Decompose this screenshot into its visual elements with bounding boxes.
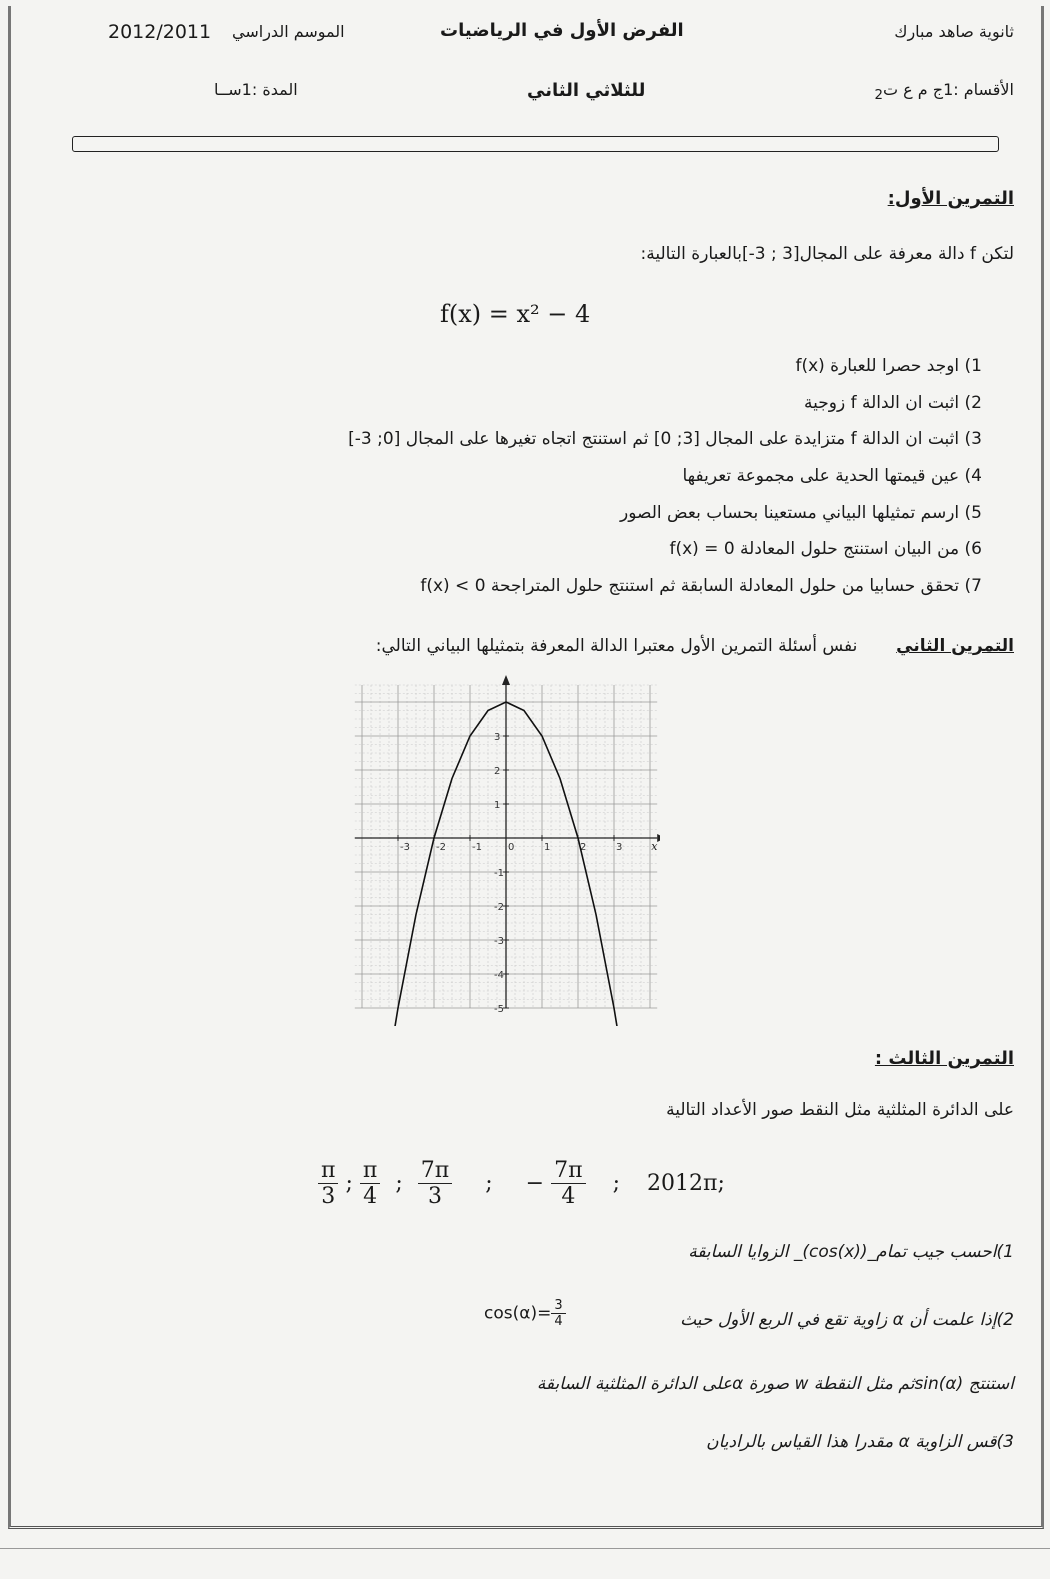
y-tick-label: -1 (494, 868, 504, 879)
classes-text: الأقسام :1ج م ع ت (882, 80, 1014, 99)
frac-3-4: $\frac{3}{4}$ (551, 1298, 565, 1329)
ex1-title: التمرين الأول: (887, 188, 1014, 209)
ex3-q3: 3)قس الزاوية α مقدرا هذا القياس بالراديان (706, 1432, 1014, 1452)
number-2012pi: 2012π; (647, 1171, 725, 1196)
bottom-rule (0, 1548, 1050, 1549)
x-axis-arrow (657, 834, 660, 842)
x-tick-label: 1 (544, 842, 551, 853)
cos-alpha: cos(α)= (484, 1303, 552, 1324)
x-tick-label: 3 (616, 842, 623, 853)
ex3-numbers (318, 1158, 725, 1209)
ex3-title: التمرين الثالث : (874, 1048, 1014, 1069)
frac-7pi-3: $\frac{7\pi}{3}$ (418, 1158, 452, 1209)
exam-title: الفرض الأول في الرياضيات (440, 20, 684, 41)
ex3-q2: 2)إذا علمت أن α زاوية تقع في الربع الأول حيث (680, 1310, 1014, 1330)
x-tick-label: -1 (472, 842, 482, 853)
ex3-q2b: استنتج sin(α)ثم مثل النقطة w صورة αعلى الدائرة المثلثية السابقة (536, 1374, 1014, 1394)
frac-pi-3: $\frac{\pi}{3}$ (318, 1158, 338, 1209)
y-tick-label: -4 (494, 970, 504, 981)
y-tick-label: -3 (494, 936, 504, 947)
term: للثلاثي الثاني (527, 80, 646, 101)
ex1-intro: لتكن f دالة معرفة على المجال[3 ; 3-]بالعبارة التالية: (640, 244, 1014, 264)
ex2-title: التمرين الثاني (896, 636, 1014, 656)
season-label: الموسم الدراسي (232, 22, 345, 41)
ex2-line (376, 636, 1014, 656)
ex1-q2: 2) اثبت ان الدالة f زوجية (804, 393, 982, 413)
minus-sign: − (525, 1171, 545, 1196)
ex1-q6: 6) من البيان استنتج حلول المعادلة f(x) = 0 (669, 539, 982, 559)
x-tick-label: 0 (508, 842, 515, 853)
y-tick-label: 2 (494, 766, 501, 777)
ex1-q1: 1) اوجد حصرا للعبارة f(x) (795, 356, 982, 376)
sep-2: ; (395, 1171, 403, 1196)
sep-4: ; (612, 1171, 620, 1196)
ex3-q1: 1)احسب جيب تمام_(cos(x))_ الزوايا السابقة (688, 1242, 1014, 1262)
y-tick-label: -2 (494, 902, 504, 913)
y-tick-label: -5 (494, 1004, 504, 1015)
frac-pi-4: $\frac{\pi}{4}$ (360, 1158, 380, 1209)
sep-1: ; (345, 1171, 353, 1196)
sep-3: ; (485, 1171, 493, 1196)
frac-7pi-4: $\frac{7\pi}{4}$ (551, 1158, 585, 1209)
x-tick-label: -2 (436, 842, 446, 853)
ex2-text: نفس أسئلة التمرين الأول معتبرا الدالة المعرفة بتمثيلها البياني التالي: (375, 636, 858, 656)
x-axis-label: x (651, 840, 658, 853)
classes (874, 80, 1014, 103)
duration: المدة :1ســا (214, 80, 298, 99)
ex3-intro: على الدائرة المثلثية مثل النقط صور الأعداد التالية (666, 1100, 1014, 1120)
ex1-formula: f(x) = x² − 4 (440, 300, 591, 328)
x-tick-label: 2 (580, 842, 587, 853)
classes-sub: 2 (874, 88, 883, 104)
y-tick-label: 1 (494, 800, 501, 811)
parabola-chart (350, 664, 660, 1026)
y-tick-label: 3 (494, 732, 501, 743)
header-divider-box (72, 136, 999, 152)
season-year: 2012/2011 (108, 21, 212, 43)
ex1-q5: 5) ارسم تمثيلها البياني مستعينا بحساب بعض الصور (620, 503, 982, 523)
ex1-q3: 3) اثبت ان الدالة f متزايدة على المجال [3; 0] ثم استنتج اتجاه تغيرها على المجال [0; 3-] (348, 429, 982, 449)
ex3-q2-cos (484, 1298, 566, 1329)
y-axis-arrow (502, 675, 510, 685)
x-tick-label: -3 (400, 842, 410, 853)
ex1-q7: 7) تحقق حسابيا من حلول المعادلة السابقة ثم استنتج حلول المتراجحة f(x) < 0 (420, 576, 982, 596)
school-name: ثانوية صاهد مبارك (894, 22, 1014, 41)
ex1-q4: 4) عين قيمتها الحدية على مجموعة تعريفها (682, 466, 982, 486)
